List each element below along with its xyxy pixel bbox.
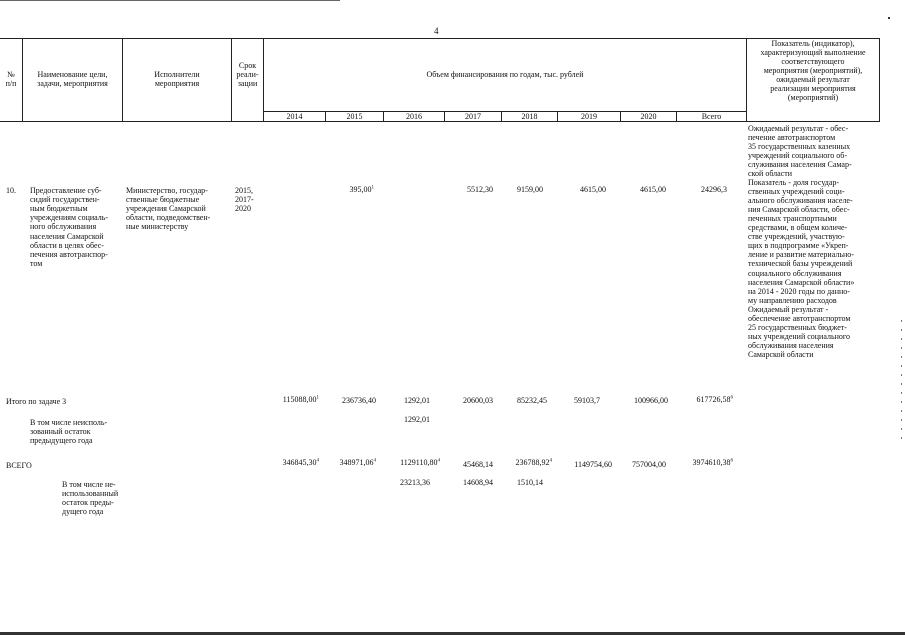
header-executor: Исполнители мероприятия [154,70,200,88]
itogo-2019: 59103,7 [574,396,600,405]
year-2015: 2015 [346,112,363,121]
itogo-2020: 100966,00 [634,396,668,405]
itogo-total: 617726,58$^6$ [696,395,733,404]
vsego-sub-label: В том числе не- использованный остаток преды- дущего года [62,480,119,517]
row10-total: 24296,3 [701,185,727,194]
year-2018: 2018 [521,112,538,121]
header-name: Наименование цели, задачи, мероприятия [37,70,108,88]
row10-number: 10. [6,186,16,195]
row10-name: Предоставление суб- сидий государствен- ным бюджетным учреждениям социаль- ного обслуживания населения Самарской области в целях обес- печения автотранспор- том [30,186,109,268]
year-2014: 2014 [286,112,303,121]
itogo-sub-label: В том числе неисполь- зованный остаток предыдущего года [30,418,108,446]
year-2017: 2017 [465,112,481,121]
row10-2017: 5512,30 [467,185,493,194]
vsego-2018: 236788,92$^4$ [515,458,552,467]
header-no: № п/п [5,70,17,88]
year-total: Всего [701,112,722,121]
vsego-total: 3974610,38$^6$ [692,458,733,467]
vsego-sub-2018: 1510,14 [517,478,543,487]
vsego-sub-2017: 14608,94 [463,478,493,487]
col-sep-4 [263,38,264,122]
vsego-2017: 45468,14 [463,460,493,469]
table-right-border [879,38,880,122]
header-indicator: Показатель (индикатор), характеризующий выполнение соответствующего мероприятия (мероприятий), ожидаемый результат реализации мероприятия (мероприятий) [760,39,866,102]
year-2019: 2019 [581,112,597,121]
row10-term: 2015, 2017- 2020 [235,186,254,214]
itogo-label: Итого по задаче 3 [6,397,67,406]
itogo-2015: 236736,40 [342,396,376,405]
years-row-line [263,111,746,112]
top-scan-line [0,0,340,1]
table-top-border [0,38,880,39]
row10-2018: 9159,00 [517,185,543,194]
row10-2015: 395,00$^1$ [349,185,374,194]
vsego-2015: 348971,06$^4$ [339,458,376,467]
page-number: 4 [434,26,439,36]
itogo-2018: 85232,45 [517,396,547,405]
vsego-2014: 346845,30$^4$ [282,458,319,467]
itogo-2017: 20600,03 [463,396,493,405]
itogo-2014: 115088,00$^1$ [282,395,319,404]
vsego-sub-2016: 23213,36 [400,478,430,487]
scan-edge-marks [901,320,902,440]
header-finance: Объем финансирования по годам, тыс. рублей [426,70,584,79]
itogo-sub-2016: 1292,01 [404,415,430,424]
year-2020: 2020 [640,112,657,121]
vsego-2020: 757004,00 [632,460,666,469]
vsego-2016: 1129110,80$^4$ [400,458,440,467]
row10-executor: Министерство, государ- ственные бюджетные учреждения Самарской области, подведомствен- ные министерству [126,186,211,232]
scan-mark [888,17,890,19]
header-term: Срок реали- зации [236,61,259,88]
itogo-2016: 1292,01 [404,396,430,405]
bottom-scan-line [0,632,905,635]
row10-2019: 4615,00 [580,185,606,194]
vsego-label: ВСЕГО [6,461,32,470]
indicator-text: Ожидаемый результат - обес- печение автотранспортом 35 государственных казенных учреждений социального об- служивания населения Самар- ской области Показатель - доля государ- ственных учреждений соци- ального обслуживания населе- ния Самарской области, обес- печенных транспортными средствами, в общем количе- стве учреждений, участвую- щих в подпрограмме «Укреп- ление и развитие материально- технической базы учреждений социального обслуживания населения Самарской области» на 2014 - 2020 годы по данно- му направлению расходов Ожидаемый результат - обеспечение автотранспортом 25 государственных бюджет- ных учреждений социального обслуживания населения Самарской области [748,124,855,359]
year-2016: 2016 [406,112,422,121]
row10-2020: 4615,00 [640,185,666,194]
vsego-2019: 1149754,60 [574,460,612,469]
